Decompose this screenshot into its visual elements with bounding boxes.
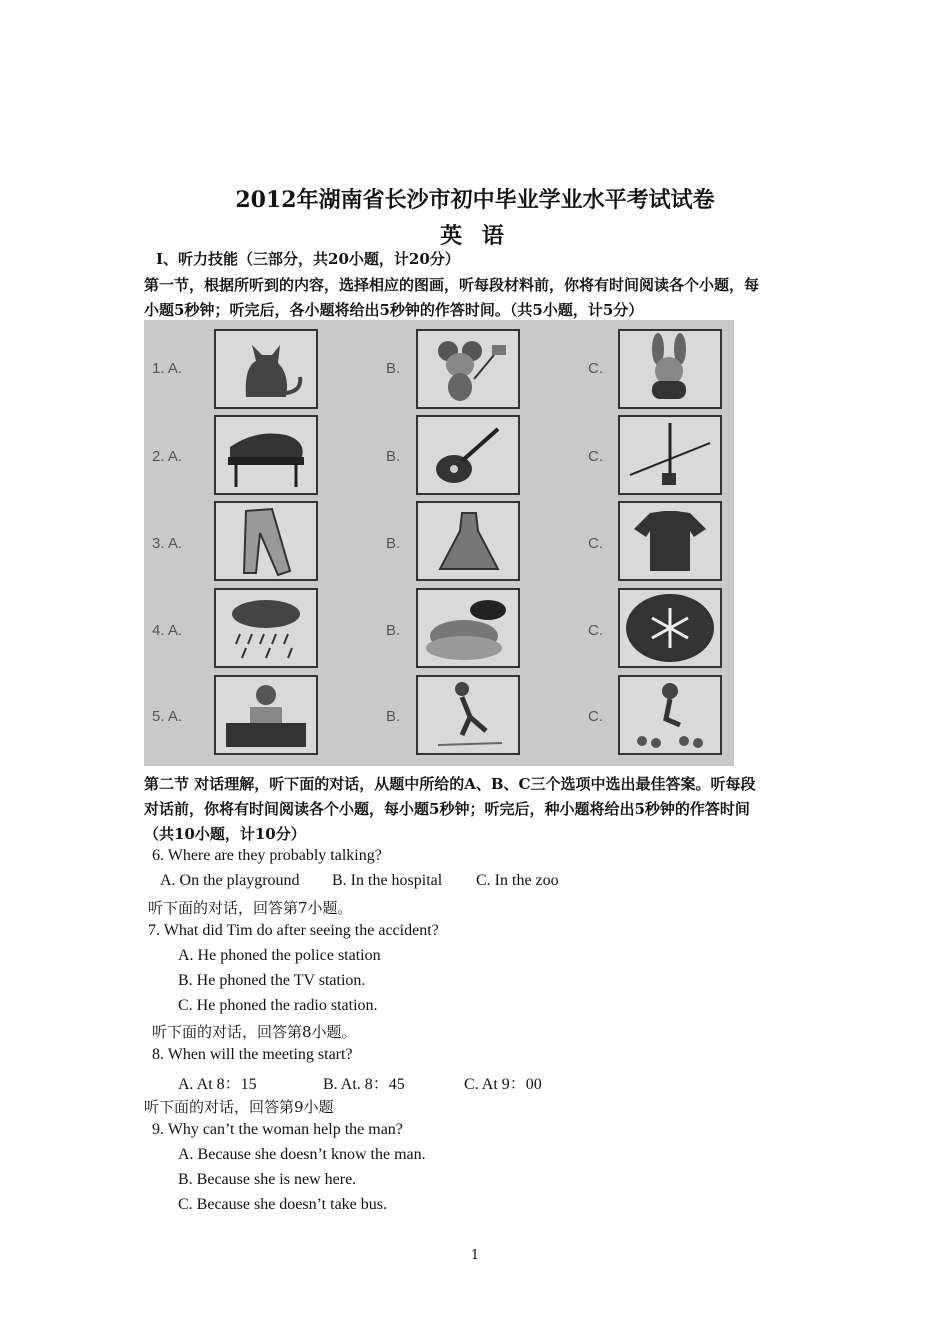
row-label: 5. A.: [152, 708, 183, 725]
q7-option-a: A. He phoned the police station: [178, 947, 381, 964]
question-9: 9. Why can’t the woman help the man?: [152, 1121, 403, 1138]
section2-intro-line3: （共10小题，计10分）: [144, 825, 306, 843]
section2-intro-line1: 第二节 对话理解，听下面的对话，从题中所给的A、B、C三个选项中选出最佳答案。听每段: [144, 775, 756, 793]
option-b-label: B.: [386, 360, 401, 377]
option-c-label: C.: [588, 622, 603, 639]
q6-option-b: B. In the hospital: [332, 872, 443, 889]
note-q8: 听下面的对话，回答第8小题。: [152, 1023, 357, 1041]
erhu-icon: [618, 415, 722, 495]
trousers-icon: [214, 501, 318, 581]
row-label: 4. A.: [152, 622, 183, 639]
page-number: 1: [470, 1248, 480, 1263]
tshirt-icon: [618, 501, 722, 581]
rain-icon: [214, 588, 318, 668]
flowers-icon: [618, 675, 722, 755]
skating-icon: [416, 675, 520, 755]
q8-option-a: A. At 8：15: [178, 1076, 257, 1093]
note-q7: 听下面的对话，回答第7小题。: [148, 899, 353, 917]
row-label: 1. A.: [152, 360, 183, 377]
q9-option-b: B. Because she is new here.: [178, 1171, 357, 1188]
row-label: 3. A.: [152, 535, 183, 552]
question-8: 8. When will the meeting start?: [152, 1046, 353, 1063]
q6-option-c: C. In the zoo: [476, 872, 559, 889]
section1-intro-line1: 第一节，根据所听到的内容，选择相应的图画，听每段材料前，你将有时间阅读各个小题，每: [144, 276, 760, 294]
cat-icon: [214, 329, 318, 409]
option-b-label: B.: [386, 535, 401, 552]
q8-option-b: B. At. 8：45: [323, 1076, 405, 1093]
question-7: 7. What did Tim do after seeing the accident?: [148, 922, 439, 939]
q9-option-c: C. Because she doesn’t take bus.: [178, 1196, 387, 1213]
listening-picture-grid: [144, 320, 734, 766]
q9-option-a: A. Because she doesn’t know the man.: [178, 1146, 426, 1163]
option-c-label: C.: [588, 708, 603, 725]
section2-intro-line2: 对话前，你将有时间阅读各个小题，每小题5秒钟；听完后，种小题将给出5秒钟的作答时间: [144, 800, 750, 818]
option-c-label: C.: [588, 535, 603, 552]
rabbit-icon: [618, 329, 722, 409]
guitar-icon: [416, 415, 520, 495]
dress-icon: [416, 501, 520, 581]
option-b-label: B.: [386, 708, 401, 725]
row-label: 2. A.: [152, 448, 183, 465]
section1-heading: Ⅰ、听力技能（三部分，共20小题，计20分）: [156, 250, 460, 268]
section1-intro-line2: 小题5秒钟；听完后，各小题将给出5秒钟的作答时间。（共5小题，计5分）: [144, 301, 644, 319]
q7-option-b: B. He phoned the TV station.: [178, 972, 366, 989]
option-c-label: C.: [588, 448, 603, 465]
option-b-label: B.: [386, 448, 401, 465]
question-6: 6. Where are they probably talking?: [152, 847, 382, 864]
page-title: 2012年湖南省长沙市初中毕业学业水平考试试卷: [235, 187, 715, 213]
q6-option-a: A. On the playground: [160, 872, 300, 889]
q8-option-c: C. At 9：00: [464, 1076, 542, 1093]
mouse-icon: [416, 329, 520, 409]
reading-icon: [214, 675, 318, 755]
note-q9: 听下面的对话，回答第9小题: [144, 1098, 334, 1116]
snow-icon: [618, 588, 722, 668]
cloudy-icon: [416, 588, 520, 668]
q7-option-c: C. He phoned the radio station.: [178, 997, 378, 1014]
subject-title: 英 语: [440, 223, 510, 249]
option-b-label: B.: [386, 622, 401, 639]
piano-icon: [214, 415, 318, 495]
option-c-label: C.: [588, 360, 603, 377]
